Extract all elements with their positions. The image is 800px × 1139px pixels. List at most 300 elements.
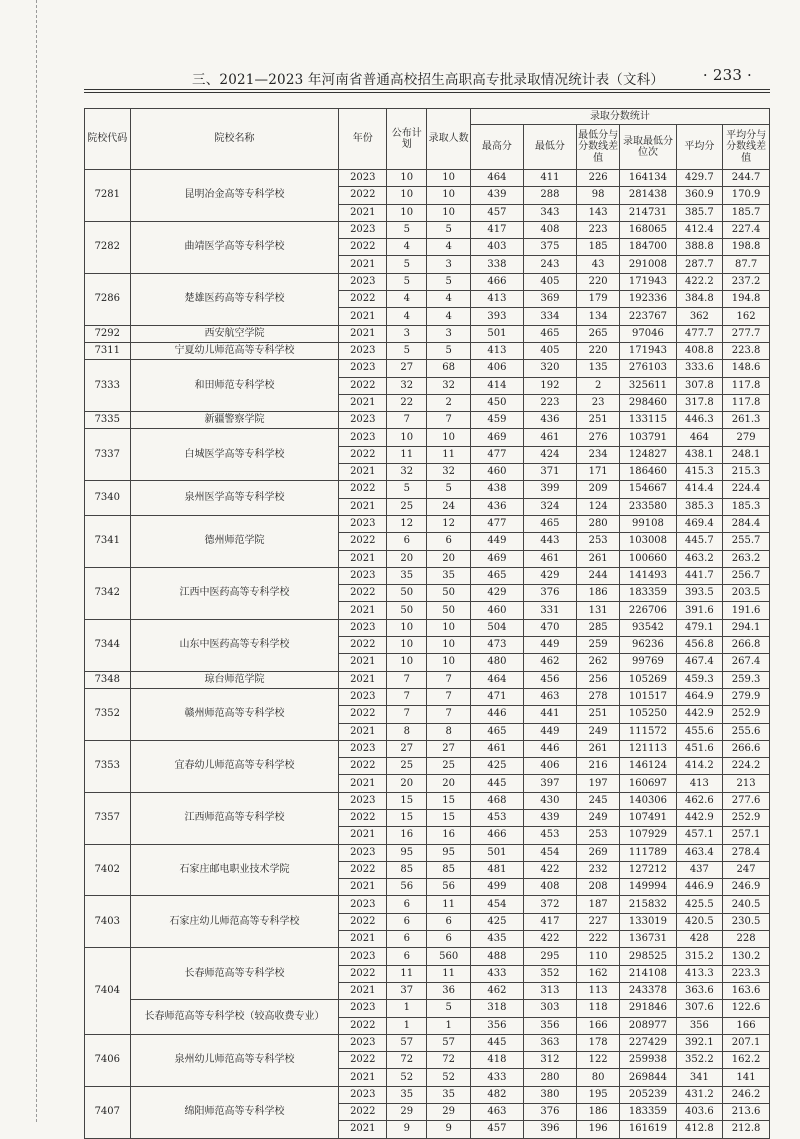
avg-diff-cell: 185.3 <box>723 498 770 515</box>
avg-diff-cell: 257.1 <box>723 827 770 844</box>
min-rank-cell: 124827 <box>620 446 676 463</box>
plan-cell: 10 <box>387 170 427 187</box>
year-cell: 2021 <box>339 654 387 671</box>
avg-score-cell: 457.1 <box>676 827 723 844</box>
min-rank-cell: 154667 <box>620 481 676 498</box>
avg-diff-cell: 278.4 <box>723 844 770 861</box>
school-name-cell: 江西中医药高等专科学校 <box>130 567 339 619</box>
max-score-cell: 469 <box>470 550 523 567</box>
min-rank-cell: 276103 <box>620 360 676 377</box>
min-score-cell: 465 <box>523 325 576 342</box>
min-diff-cell: 251 <box>576 412 619 429</box>
min-diff-cell: 256 <box>576 671 619 688</box>
min-rank-cell: 140306 <box>620 792 676 809</box>
max-score-cell: 504 <box>470 619 523 636</box>
avg-diff-cell: 228 <box>723 931 770 948</box>
min-diff-cell: 80 <box>576 1069 619 1086</box>
avg-score-cell: 412.8 <box>676 1121 723 1138</box>
min-rank-cell: 192336 <box>620 291 676 308</box>
plan-cell: 7 <box>387 688 427 705</box>
table-row <box>85 481 770 498</box>
avg-diff-cell: 284.4 <box>723 515 770 532</box>
avg-diff-cell: 194.8 <box>723 291 770 308</box>
avg-score-cell: 388.8 <box>676 239 723 256</box>
max-score-cell: 435 <box>470 931 523 948</box>
min-score-cell: 456 <box>523 671 576 688</box>
col-header-stats-group: 录取分数统计 <box>470 109 769 125</box>
min-rank-cell: 269844 <box>620 1069 676 1086</box>
plan-cell: 4 <box>387 308 427 325</box>
max-score-cell: 418 <box>470 1052 523 1069</box>
avg-score-cell: 429.7 <box>676 170 723 187</box>
table-row <box>85 688 770 705</box>
page-number: · 233 · <box>702 66 752 84</box>
plan-cell: 6 <box>387 533 427 550</box>
avg-score-cell: 360.9 <box>676 187 723 204</box>
year-cell: 2023 <box>339 360 387 377</box>
min-rank-cell: 97046 <box>620 325 676 342</box>
max-score-cell: 417 <box>470 221 523 238</box>
admitted-cell: 32 <box>427 377 470 394</box>
admitted-cell: 6 <box>427 931 470 948</box>
admitted-cell: 35 <box>427 1086 470 1103</box>
max-score-cell: 393 <box>470 308 523 325</box>
year-cell: 2022 <box>339 965 387 982</box>
min-score-cell: 462 <box>523 654 576 671</box>
max-score-cell: 501 <box>470 844 523 861</box>
min-diff-cell: 278 <box>576 688 619 705</box>
max-score-cell: 466 <box>470 273 523 290</box>
min-rank-cell: 99769 <box>620 654 676 671</box>
min-score-cell: 363 <box>523 1034 576 1051</box>
table-row <box>85 360 770 377</box>
admitted-cell: 10 <box>427 429 470 446</box>
plan-cell: 50 <box>387 602 427 619</box>
min-rank-cell: 99108 <box>620 515 676 532</box>
min-rank-cell: 214108 <box>620 965 676 982</box>
school-code-cell: 7344 <box>85 619 131 671</box>
min-diff-cell: 244 <box>576 567 619 584</box>
admitted-cell: 10 <box>427 204 470 221</box>
admitted-cell: 95 <box>427 844 470 861</box>
avg-score-cell: 362 <box>676 308 723 325</box>
year-cell: 2023 <box>339 740 387 757</box>
max-score-cell: 482 <box>470 1086 523 1103</box>
school-code-cell: 7403 <box>85 896 131 948</box>
avg-diff-cell: 198.8 <box>723 239 770 256</box>
admitted-cell: 50 <box>427 585 470 602</box>
admitted-cell: 10 <box>427 619 470 636</box>
max-score-cell: 446 <box>470 706 523 723</box>
table-row <box>85 221 770 238</box>
min-rank-cell: 105269 <box>620 671 676 688</box>
plan-cell: 11 <box>387 965 427 982</box>
year-cell: 2023 <box>339 844 387 861</box>
plan-cell: 57 <box>387 1034 427 1051</box>
min-rank-cell: 111789 <box>620 844 676 861</box>
max-score-cell: 403 <box>470 239 523 256</box>
admitted-cell: 5 <box>427 481 470 498</box>
avg-score-cell: 385.7 <box>676 204 723 221</box>
min-diff-cell: 118 <box>576 1000 619 1017</box>
max-score-cell: 406 <box>470 360 523 377</box>
min-diff-cell: 122 <box>576 1052 619 1069</box>
year-cell: 2021 <box>339 827 387 844</box>
table-row <box>85 619 770 636</box>
school-name-cell: 宜春幼儿师范高等专科学校 <box>130 740 339 792</box>
year-cell: 2022 <box>339 637 387 654</box>
admitted-cell: 15 <box>427 809 470 826</box>
year-cell: 2021 <box>339 602 387 619</box>
avg-diff-cell: 294.1 <box>723 619 770 636</box>
max-score-cell: 480 <box>470 654 523 671</box>
avg-score-cell: 307.8 <box>676 377 723 394</box>
avg-diff-cell: 203.5 <box>723 585 770 602</box>
avg-diff-cell: 191.6 <box>723 602 770 619</box>
avg-score-cell: 391.6 <box>676 602 723 619</box>
plan-cell: 29 <box>387 1104 427 1121</box>
school-name-cell: 新疆警察学院 <box>130 412 339 429</box>
school-name-cell: 山东中医药高等专科学校 <box>130 619 339 671</box>
avg-score-cell: 441.7 <box>676 567 723 584</box>
min-diff-cell: 185 <box>576 239 619 256</box>
binding-margin-rule <box>36 0 37 1122</box>
school-name-cell: 琼台师范学院 <box>130 671 339 688</box>
min-rank-cell: 160697 <box>620 775 676 792</box>
admitted-cell: 72 <box>427 1052 470 1069</box>
min-score-cell: 376 <box>523 585 576 602</box>
plan-cell: 3 <box>387 325 427 342</box>
min-score-cell: 422 <box>523 931 576 948</box>
year-cell: 2023 <box>339 170 387 187</box>
year-cell: 2021 <box>339 982 387 999</box>
avg-diff-cell: 130.2 <box>723 948 770 965</box>
min-score-cell: 449 <box>523 723 576 740</box>
min-score-cell: 439 <box>523 809 576 826</box>
plan-cell: 5 <box>387 221 427 238</box>
max-score-cell: 473 <box>470 637 523 654</box>
school-code-cell: 7341 <box>85 515 131 567</box>
table-row <box>85 429 770 446</box>
year-cell: 2023 <box>339 619 387 636</box>
max-score-cell: 450 <box>470 394 523 411</box>
table-row <box>85 1000 770 1017</box>
max-score-cell: 464 <box>470 170 523 187</box>
col-header-plan: 公布计划 <box>387 109 427 170</box>
school-code-cell: 7311 <box>85 342 131 359</box>
min-score-cell: 470 <box>523 619 576 636</box>
max-score-cell: 468 <box>470 792 523 809</box>
max-score-cell: 463 <box>470 1104 523 1121</box>
min-diff-cell: 227 <box>576 913 619 930</box>
min-diff-cell: 23 <box>576 394 619 411</box>
min-rank-cell: 291846 <box>620 1000 676 1017</box>
table-row <box>85 671 770 688</box>
min-diff-cell: 135 <box>576 360 619 377</box>
min-score-cell: 408 <box>523 221 576 238</box>
avg-score-cell: 464.9 <box>676 688 723 705</box>
min-score-cell: 446 <box>523 740 576 757</box>
admitted-cell: 16 <box>427 827 470 844</box>
min-score-cell: 380 <box>523 1086 576 1103</box>
avg-score-cell: 464 <box>676 429 723 446</box>
min-diff-cell: 253 <box>576 533 619 550</box>
max-score-cell: 477 <box>470 446 523 463</box>
min-diff-cell: 209 <box>576 481 619 498</box>
avg-score-cell: 415.3 <box>676 464 723 481</box>
min-score-cell: 331 <box>523 602 576 619</box>
admitted-cell: 4 <box>427 291 470 308</box>
avg-diff-cell: 212.8 <box>723 1121 770 1138</box>
year-cell: 2022 <box>339 291 387 308</box>
year-cell: 2023 <box>339 515 387 532</box>
admitted-cell: 57 <box>427 1034 470 1051</box>
year-cell: 2022 <box>339 861 387 878</box>
avg-diff-cell: 166 <box>723 1017 770 1034</box>
min-score-cell: 371 <box>523 464 576 481</box>
min-rank-cell: 164134 <box>620 170 676 187</box>
min-score-cell: 461 <box>523 429 576 446</box>
plan-cell: 10 <box>387 654 427 671</box>
school-code-cell: 7335 <box>85 412 131 429</box>
min-score-cell: 343 <box>523 204 576 221</box>
min-score-cell: 417 <box>523 913 576 930</box>
min-rank-cell: 325611 <box>620 377 676 394</box>
col-header-code: 院校代码 <box>85 109 131 170</box>
min-score-cell: 396 <box>523 1121 576 1138</box>
min-diff-cell: 265 <box>576 325 619 342</box>
year-cell: 2021 <box>339 931 387 948</box>
table-row <box>85 792 770 809</box>
avg-score-cell: 307.6 <box>676 1000 723 1017</box>
school-name-cell: 白城医学高等专科学校 <box>130 429 339 481</box>
avg-score-cell: 467.4 <box>676 654 723 671</box>
plan-cell: 4 <box>387 239 427 256</box>
min-rank-cell: 171943 <box>620 342 676 359</box>
min-rank-cell: 215832 <box>620 896 676 913</box>
year-cell: 2021 <box>339 1121 387 1138</box>
plan-cell: 6 <box>387 931 427 948</box>
plan-cell: 52 <box>387 1069 427 1086</box>
year-cell: 2022 <box>339 1052 387 1069</box>
plan-cell: 12 <box>387 515 427 532</box>
plan-cell: 5 <box>387 342 427 359</box>
plan-cell: 27 <box>387 360 427 377</box>
min-diff-cell: 197 <box>576 775 619 792</box>
plan-cell: 37 <box>387 982 427 999</box>
avg-diff-cell: 117.8 <box>723 377 770 394</box>
avg-diff-cell: 267.4 <box>723 654 770 671</box>
year-cell: 2022 <box>339 533 387 550</box>
min-score-cell: 192 <box>523 377 576 394</box>
plan-cell: 27 <box>387 740 427 757</box>
admitted-cell: 12 <box>427 515 470 532</box>
year-cell: 2023 <box>339 342 387 359</box>
admitted-cell: 29 <box>427 1104 470 1121</box>
year-cell: 2022 <box>339 913 387 930</box>
school-code-cell: 7352 <box>85 688 131 740</box>
school-name-cell: 江西师范高等专科学校 <box>130 792 339 844</box>
avg-diff-cell: 255.7 <box>723 533 770 550</box>
avg-score-cell: 451.6 <box>676 740 723 757</box>
school-name-cell: 德州师范学院 <box>130 515 339 567</box>
min-score-cell: 429 <box>523 567 576 584</box>
table-row <box>85 1086 770 1103</box>
min-score-cell: 369 <box>523 291 576 308</box>
min-score-cell: 453 <box>523 827 576 844</box>
avg-score-cell: 413 <box>676 775 723 792</box>
avg-diff-cell: 261.3 <box>723 412 770 429</box>
plan-cell: 35 <box>387 567 427 584</box>
avg-score-cell: 414.4 <box>676 481 723 498</box>
school-code-cell: 7286 <box>85 273 131 325</box>
school-code-cell: 7404 <box>85 948 131 1034</box>
header-rule-second <box>84 92 770 93</box>
plan-cell: 25 <box>387 758 427 775</box>
year-cell: 2021 <box>339 550 387 567</box>
school-name-cell: 西安航空学院 <box>130 325 339 342</box>
max-score-cell: 460 <box>470 602 523 619</box>
min-rank-cell: 205239 <box>620 1086 676 1103</box>
year-cell: 2021 <box>339 308 387 325</box>
min-rank-cell: 146124 <box>620 758 676 775</box>
max-score-cell: 501 <box>470 325 523 342</box>
admitted-cell: 32 <box>427 464 470 481</box>
admitted-cell: 50 <box>427 602 470 619</box>
min-rank-cell: 93542 <box>620 619 676 636</box>
avg-score-cell: 403.6 <box>676 1104 723 1121</box>
min-score-cell: 312 <box>523 1052 576 1069</box>
avg-diff-cell: 223.3 <box>723 965 770 982</box>
year-cell: 2021 <box>339 775 387 792</box>
min-diff-cell: 220 <box>576 273 619 290</box>
avg-diff-cell: 263.2 <box>723 550 770 567</box>
school-code-cell: 7333 <box>85 360 131 412</box>
max-score-cell: 436 <box>470 498 523 515</box>
min-rank-cell: 186460 <box>620 464 676 481</box>
avg-diff-cell: 252.9 <box>723 706 770 723</box>
min-rank-cell: 281438 <box>620 187 676 204</box>
min-rank-cell: 214731 <box>620 204 676 221</box>
max-score-cell: 449 <box>470 533 523 550</box>
max-score-cell: 413 <box>470 342 523 359</box>
min-diff-cell: 249 <box>576 809 619 826</box>
min-score-cell: 443 <box>523 533 576 550</box>
school-name-cell: 石家庄幼儿师范高等专科学校 <box>130 896 339 948</box>
year-cell: 2021 <box>339 498 387 515</box>
plan-cell: 20 <box>387 550 427 567</box>
avg-diff-cell: 230.5 <box>723 913 770 930</box>
school-name-cell: 曲靖医学高等专科学校 <box>130 221 339 273</box>
table-row <box>85 170 770 187</box>
plan-cell: 95 <box>387 844 427 861</box>
avg-diff-cell: 162.2 <box>723 1052 770 1069</box>
year-cell: 2023 <box>339 792 387 809</box>
col-header-year: 年份 <box>339 109 387 170</box>
table-row <box>85 325 770 342</box>
year-cell: 2021 <box>339 671 387 688</box>
admitted-cell: 3 <box>427 325 470 342</box>
min-diff-cell: 186 <box>576 1104 619 1121</box>
min-rank-cell: 227429 <box>620 1034 676 1051</box>
avg-score-cell: 420.5 <box>676 913 723 930</box>
col-header-min-rank: 录取最低分位次 <box>620 125 676 170</box>
table-body <box>85 170 770 1139</box>
avg-diff-cell: 248.1 <box>723 446 770 463</box>
min-score-cell: 411 <box>523 170 576 187</box>
min-score-cell: 465 <box>523 515 576 532</box>
min-diff-cell: 2 <box>576 377 619 394</box>
min-diff-cell: 226 <box>576 170 619 187</box>
year-cell: 2022 <box>339 187 387 204</box>
avg-diff-cell: 244.7 <box>723 170 770 187</box>
year-cell: 2023 <box>339 429 387 446</box>
plan-cell: 6 <box>387 896 427 913</box>
table-row <box>85 273 770 290</box>
school-name-cell: 绵阳师范高等专科学校 <box>130 1086 339 1138</box>
avg-score-cell: 469.4 <box>676 515 723 532</box>
min-diff-cell: 269 <box>576 844 619 861</box>
max-score-cell: 481 <box>470 861 523 878</box>
avg-score-cell: 352.2 <box>676 1052 723 1069</box>
col-header-avg-diff: 平均分与分数线差值 <box>723 125 770 170</box>
avg-score-cell: 456.8 <box>676 637 723 654</box>
max-score-cell: 414 <box>470 377 523 394</box>
max-score-cell: 445 <box>470 775 523 792</box>
year-cell: 2022 <box>339 1104 387 1121</box>
plan-cell: 10 <box>387 429 427 446</box>
avg-diff-cell: 256.7 <box>723 567 770 584</box>
min-rank-cell: 259938 <box>620 1052 676 1069</box>
min-diff-cell: 222 <box>576 931 619 948</box>
avg-diff-cell: 237.2 <box>723 273 770 290</box>
school-code-cell: 7406 <box>85 1034 131 1086</box>
col-header-avg: 平均分 <box>676 125 723 170</box>
avg-diff-cell: 148.6 <box>723 360 770 377</box>
max-score-cell: 433 <box>470 965 523 982</box>
min-diff-cell: 187 <box>576 896 619 913</box>
admitted-cell: 7 <box>427 706 470 723</box>
avg-score-cell: 446.3 <box>676 412 723 429</box>
avg-diff-cell: 162 <box>723 308 770 325</box>
min-score-cell: 295 <box>523 948 576 965</box>
avg-diff-cell: 213 <box>723 775 770 792</box>
min-rank-cell: 183359 <box>620 1104 676 1121</box>
school-name-cell: 昆明冶金高等专科学校 <box>130 170 339 222</box>
school-code-cell: 7357 <box>85 792 131 844</box>
max-score-cell: 459 <box>470 412 523 429</box>
min-diff-cell: 262 <box>576 654 619 671</box>
min-diff-cell: 234 <box>576 446 619 463</box>
admitted-cell: 1 <box>427 1017 470 1034</box>
min-score-cell: 424 <box>523 446 576 463</box>
avg-diff-cell: 224.2 <box>723 758 770 775</box>
avg-diff-cell: 266.6 <box>723 740 770 757</box>
school-name-cell: 石家庄邮电职业技术学院 <box>130 844 339 896</box>
min-score-cell: 372 <box>523 896 576 913</box>
min-rank-cell: 111572 <box>620 723 676 740</box>
min-score-cell: 280 <box>523 1069 576 1086</box>
min-diff-cell: 259 <box>576 637 619 654</box>
admitted-cell: 5 <box>427 342 470 359</box>
year-cell: 2021 <box>339 723 387 740</box>
year-cell: 2023 <box>339 688 387 705</box>
avg-score-cell: 408.8 <box>676 342 723 359</box>
year-cell: 2022 <box>339 239 387 256</box>
avg-score-cell: 442.9 <box>676 706 723 723</box>
table-row <box>85 844 770 861</box>
admitted-cell: 7 <box>427 688 470 705</box>
